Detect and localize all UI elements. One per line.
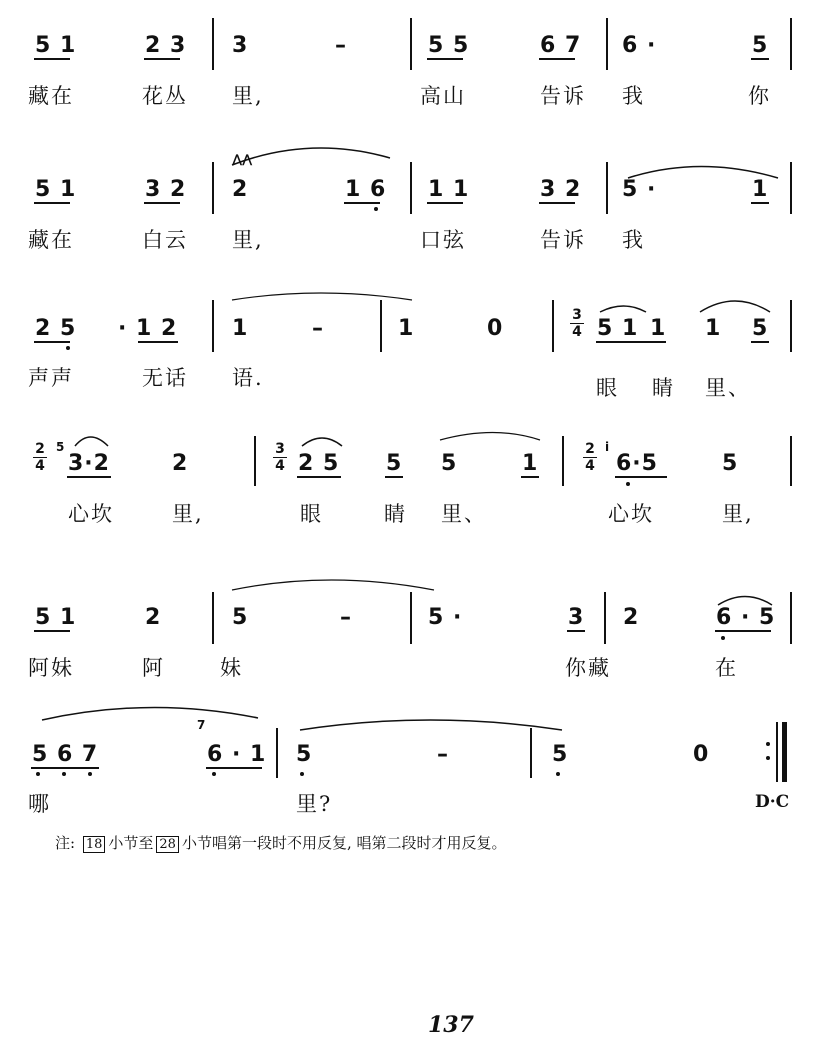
note: · 1 2	[118, 316, 178, 341]
barline	[410, 18, 412, 70]
underline	[567, 630, 585, 632]
barline	[562, 436, 564, 486]
underline	[615, 476, 667, 478]
underline	[297, 476, 341, 478]
note: 6 ·	[622, 33, 657, 58]
note: 2	[145, 605, 162, 630]
measure-box: 18	[83, 836, 106, 853]
barline	[530, 728, 532, 778]
time-signature	[583, 442, 597, 473]
note: 5	[296, 742, 313, 767]
lyric: 里,	[172, 502, 204, 526]
barline	[410, 162, 412, 214]
lyric: 里,	[232, 228, 264, 252]
repeat-dot	[766, 756, 770, 760]
underline	[539, 58, 575, 60]
footnote	[55, 832, 507, 853]
lyric: 阿妹	[28, 656, 74, 680]
note: 1	[398, 316, 415, 341]
barline	[606, 18, 608, 70]
underline	[385, 476, 403, 478]
note: 2	[623, 605, 640, 630]
time-sig-denominator: 4	[585, 458, 595, 474]
lyric: 睛	[384, 502, 407, 526]
time-sig-numerator: 3	[572, 307, 582, 323]
note: 2 5	[35, 316, 77, 341]
note: 6 · 5	[716, 605, 776, 630]
note: 5 ·	[622, 177, 657, 202]
lyric: 在	[715, 656, 738, 680]
note: 0	[693, 742, 710, 767]
slur	[232, 293, 412, 300]
lyric: 藏在	[28, 84, 74, 108]
note: 5	[752, 316, 769, 341]
barline	[790, 592, 792, 644]
note: 2 3	[145, 33, 187, 58]
time-sig-numerator: 2	[585, 441, 595, 457]
note: 3	[232, 33, 249, 58]
time-sig-denominator: 4	[275, 458, 285, 474]
note: 5 1	[597, 316, 639, 341]
barline	[790, 18, 792, 70]
note: 1	[650, 316, 667, 341]
note: 3 2	[145, 177, 187, 202]
grace-note: 7	[197, 718, 206, 732]
underline	[206, 767, 262, 769]
octave-dot	[626, 482, 630, 486]
lyric: 你藏	[565, 656, 611, 680]
underline	[539, 202, 575, 204]
lyric: 里、	[441, 502, 487, 526]
underline	[138, 341, 178, 343]
lyric: 我	[622, 228, 645, 252]
note: 0	[487, 316, 504, 341]
note: –	[312, 316, 324, 341]
barline	[552, 300, 554, 352]
grace-note: i	[605, 440, 610, 454]
octave-dot	[374, 207, 378, 211]
grace-note: 5	[56, 440, 65, 454]
underline	[34, 630, 70, 632]
octave-dot	[212, 772, 216, 776]
note: 5 5	[428, 33, 470, 58]
underline	[34, 58, 70, 60]
note: 5	[232, 605, 249, 630]
lyric: 高山	[420, 84, 466, 108]
slur	[42, 707, 258, 720]
lyric: 心坎	[608, 502, 654, 526]
note: 1	[705, 316, 722, 341]
barline	[790, 436, 792, 486]
lyric: 白云	[142, 228, 188, 252]
underline	[144, 202, 180, 204]
barline	[212, 162, 214, 214]
time-signature	[570, 308, 584, 339]
lyric: 妹	[220, 656, 243, 680]
note: 2 5	[298, 451, 340, 476]
note: 2	[172, 451, 189, 476]
barline	[606, 162, 608, 214]
time-sig-denominator: 4	[572, 324, 582, 340]
note: 5	[722, 451, 739, 476]
lyric: 告诉	[540, 228, 586, 252]
octave-dot	[66, 346, 70, 350]
barline	[212, 18, 214, 70]
octave-dot	[62, 772, 66, 776]
note: 1	[232, 316, 249, 341]
note: 5	[552, 742, 569, 767]
slur	[600, 306, 646, 312]
note: 5 1	[35, 605, 77, 630]
lyric: 哪	[28, 792, 51, 816]
underline	[596, 341, 666, 343]
barline	[790, 162, 792, 214]
barline	[790, 300, 792, 352]
underline	[31, 767, 99, 769]
note: 1 1	[428, 177, 470, 202]
lyric: 里?	[296, 792, 333, 816]
octave-dot	[88, 772, 92, 776]
lyric: 里、	[705, 376, 751, 400]
underline	[344, 202, 380, 204]
octave-dot	[556, 772, 560, 776]
octave-dot	[721, 636, 725, 640]
lyric: 语.	[232, 366, 264, 390]
time-sig-denominator: 4	[35, 458, 45, 474]
lyric: 声声	[28, 366, 74, 390]
lyric: 里,	[232, 84, 264, 108]
time-signature	[273, 442, 287, 473]
octave-dot	[36, 772, 40, 776]
note: 6 · 1	[207, 742, 267, 767]
lyric: 你	[748, 84, 771, 108]
footnote-text: 小节至	[108, 834, 154, 852]
note: 6·5	[616, 451, 658, 476]
underline	[751, 58, 769, 60]
barline	[410, 592, 412, 644]
underline	[521, 476, 539, 478]
note: 3·2	[68, 451, 110, 476]
underline	[715, 630, 771, 632]
repeat-dot	[766, 742, 770, 746]
lyric: 里,	[722, 502, 754, 526]
note: 3	[568, 605, 585, 630]
lyric: 我	[622, 84, 645, 108]
note: 5	[441, 451, 458, 476]
underline	[751, 202, 769, 204]
barline	[380, 300, 382, 352]
barline	[254, 436, 256, 486]
underline	[751, 341, 769, 343]
octave-dot	[300, 772, 304, 776]
note: 5 ·	[428, 605, 463, 630]
note: 2	[232, 177, 249, 202]
time-signature	[33, 442, 47, 473]
footnote-prefix: 注:	[55, 834, 76, 852]
lyric: 睛	[652, 376, 675, 400]
note: 5 1	[35, 33, 77, 58]
lyric: 花丛	[142, 84, 188, 108]
ornament-mark: ⋀⋀	[232, 152, 253, 166]
lyric: 口弦	[420, 228, 466, 252]
lyric: 眼	[300, 502, 323, 526]
note: 5	[386, 451, 403, 476]
barline	[604, 592, 606, 644]
note: –	[340, 605, 352, 630]
barline	[212, 300, 214, 352]
note: –	[437, 742, 449, 767]
time-sig-numerator: 3	[275, 441, 285, 457]
note: 5 6 7	[32, 742, 99, 767]
note: –	[335, 33, 347, 58]
note: 3 2	[540, 177, 582, 202]
barline	[276, 728, 278, 778]
lyric: 阿	[142, 656, 165, 680]
barline	[212, 592, 214, 644]
slur	[718, 597, 772, 606]
slur	[232, 580, 434, 590]
slur	[232, 148, 390, 165]
lyric: 眼	[596, 376, 619, 400]
note: 1	[752, 177, 769, 202]
slur	[300, 720, 562, 730]
measure-box: 28	[156, 836, 179, 853]
underline	[427, 202, 463, 204]
underline	[34, 341, 70, 343]
page-number: 137	[428, 1012, 474, 1038]
lyric: 告诉	[540, 84, 586, 108]
underline	[34, 202, 70, 204]
note: 1 6	[345, 177, 387, 202]
final-barline-thick	[782, 722, 787, 782]
slur	[440, 433, 540, 441]
final-barline-thin	[776, 722, 778, 782]
note: 1	[522, 451, 539, 476]
note: 5 1	[35, 177, 77, 202]
slur	[75, 437, 108, 446]
underline	[67, 476, 111, 478]
note: 6 7	[540, 33, 582, 58]
note: 5	[752, 33, 769, 58]
lyric: 心坎	[68, 502, 114, 526]
lyric: 藏在	[28, 228, 74, 252]
lyric: 无话	[142, 366, 188, 390]
underline	[144, 58, 180, 60]
footnote-text: 小节唱第一段时不用反复, 唱第二段时才用反复。	[181, 834, 507, 852]
slur	[302, 438, 342, 446]
underline	[427, 58, 463, 60]
da-capo-mark: D·C	[755, 792, 790, 812]
time-sig-numerator: 2	[35, 441, 45, 457]
slur	[700, 301, 770, 312]
